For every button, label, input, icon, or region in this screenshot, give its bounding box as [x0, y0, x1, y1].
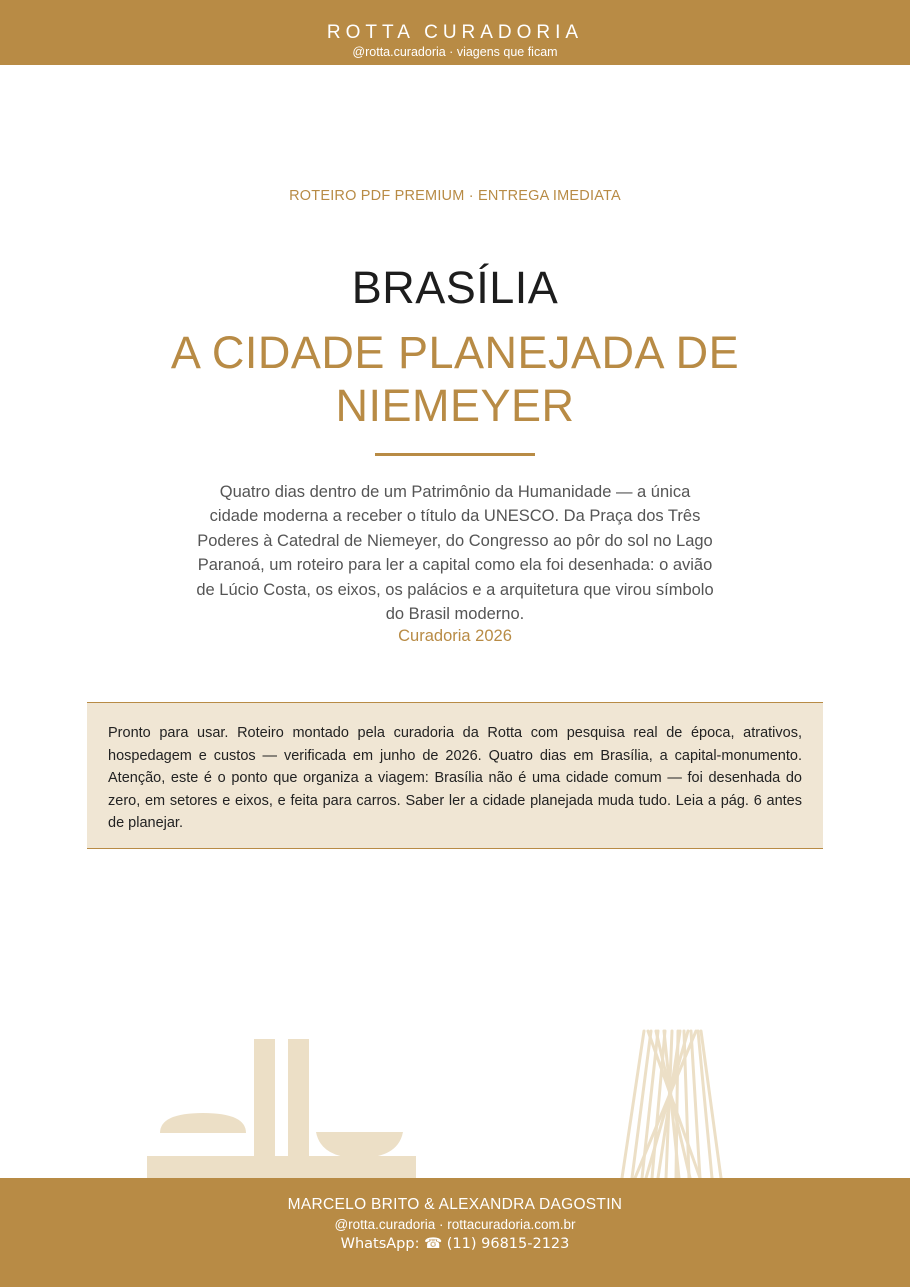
brand-tagline: @rotta.curadoria · viagens que ficam: [352, 45, 558, 59]
footer-authors: MARCELO BRITO & ALEXANDRA DAGOSTIN: [287, 1196, 623, 1213]
header-bar: [0, 0, 910, 65]
cover-title: BRASÍLIA: [351, 262, 559, 313]
footer-contacts: @rotta.curadoria · rottacuradoria.com.br: [334, 1217, 576, 1232]
footer-bar: [0, 1178, 910, 1287]
edition-label: Curadoria 2026: [398, 627, 512, 645]
notice-box: [87, 702, 823, 849]
cover-kicker: ROTEIRO PDF PREMIUM · ENTREGA IMEDIATA: [289, 188, 621, 204]
brasilia-illustration: [0, 1020, 910, 1180]
cover-subtitle: A CIDADE PLANEJADA DE NIEMEYER: [170, 327, 740, 431]
title-divider: [375, 453, 535, 456]
congresso-nacional-icon: [147, 1039, 416, 1180]
notice-text: Pronto para usar. Roteiro montado pela curadoria da Rotta com pesquisa real de época, atrativos, hospedagem e custos — verificada em junho de 2026. Quatro dias em Brasília, a capital-monumento. Atenção, este é o ponto que organiza a viagem: Brasília não é uma cidade comum — foi desenhada do zero, em setores e eixos, e feita para carros. Saber ler a cidade planejada muda tudo. Leia a pág. 6 antes de planejar.: [108, 725, 802, 832]
cover-intro: Quatro dias dentro de um Patrimônio da Humanidade — a única cidade moderna a receber o título da UNESCO. Da Praça dos Três Poderes à Catedral de Niemeyer, do Congresso ao pôr do sol no Lago Paranoá, um roteiro para ler a capital como ela foi desenhada: o avião de Lúcio Costa, os eixos, os palácios e a arquitetura que virou símbolo do Brasil moderno.: [196, 483, 714, 624]
footer-whatsapp: WhatsApp: ☎ (11) 96815-2123: [340, 1236, 570, 1252]
brand-name: ROTTA CURADORIA: [326, 22, 584, 43]
catedral-icon: [622, 1031, 721, 1178]
